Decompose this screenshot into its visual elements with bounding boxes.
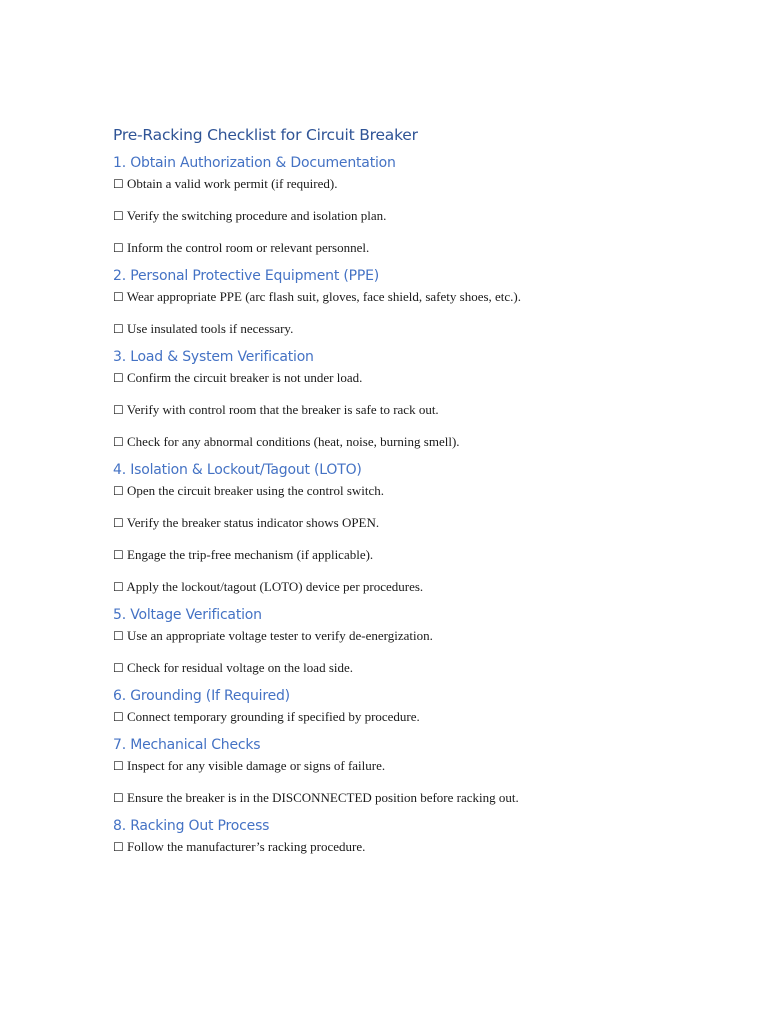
checklist-item — [113, 174, 733, 206]
section-heading: 1. Obtain Authorization & Documentation — [113, 155, 396, 171]
section-heading: 6. Grounding (If Required) — [113, 688, 290, 704]
checklist-section — [113, 152, 733, 258]
checklist-item-text: Verify with control room that the breaker is safe to rack out. — [126, 402, 439, 417]
section-heading: 4. Isolation & Lockout/Tagout (LOTO) — [113, 462, 362, 478]
checklist-item-text: Wear appropriate PPE (arc flash suit, gloves, face shield, safety shoes, etc.). — [126, 289, 522, 304]
checklist-section — [113, 815, 733, 857]
checklist-item — [113, 481, 733, 513]
checklist-item-text: Check for residual voltage on the load side. — [127, 660, 354, 675]
checklist-items — [113, 174, 733, 258]
checklist-item-text: Confirm the circuit breaker is not under load. — [127, 370, 363, 385]
checkbox-icon[interactable]: ☐ — [113, 661, 124, 675]
checkbox-icon[interactable]: ☐ — [113, 290, 124, 304]
section-heading: 5. Voltage Verification — [113, 607, 262, 623]
checkbox-icon[interactable]: ☐ — [113, 322, 124, 336]
checklist-section — [113, 604, 733, 678]
checkbox-icon[interactable]: ☐ — [113, 403, 124, 417]
checklist-section — [113, 265, 733, 339]
checklist-items — [113, 481, 733, 597]
checklist-items — [113, 756, 733, 808]
checklist-items — [113, 626, 733, 678]
checklist-item-text: Use an appropriate voltage tester to verify de-energization. — [127, 628, 433, 643]
checkbox-icon[interactable]: ☐ — [113, 241, 124, 255]
checklist-items — [113, 707, 733, 727]
checklist-item — [113, 756, 733, 788]
checkbox-icon[interactable]: ☐ — [113, 629, 124, 643]
checklist-item — [113, 707, 733, 727]
checklist-item-text: Inform the control room or relevant personnel. — [127, 240, 370, 255]
checkbox-icon[interactable]: ☐ — [113, 759, 124, 773]
checklist-item — [113, 658, 733, 678]
checklist-item-text: Verify the switching procedure and isolation plan. — [126, 208, 387, 223]
checklist-item — [113, 368, 733, 400]
document-title: Pre-Racking Checklist for Circuit Breaker — [113, 126, 418, 144]
checklist-item — [113, 432, 733, 452]
checkbox-icon[interactable]: ☐ — [113, 209, 124, 223]
checklist-items — [113, 837, 733, 857]
checklist-section — [113, 459, 733, 597]
checklist-item — [113, 837, 733, 857]
document-page — [113, 122, 733, 857]
checklist-items — [113, 368, 733, 452]
checklist-item-text: Verify the breaker status indicator shows OPEN. — [126, 515, 380, 530]
checklist-section — [113, 734, 733, 808]
checkbox-icon[interactable]: ☐ — [113, 791, 124, 805]
checklist-item-text: Engage the trip-free mechanism (if applicable). — [127, 547, 374, 562]
checklist-item-text: Ensure the breaker is in the DISCONNECTED position before racking out. — [127, 790, 519, 805]
checklist-item — [113, 287, 733, 319]
checklist-item — [113, 626, 733, 658]
checkbox-icon[interactable]: ☐ — [113, 580, 124, 594]
checklist-item — [113, 545, 733, 577]
checklist-item — [113, 513, 733, 545]
checklist-item — [113, 400, 733, 432]
checklist-item-text: Open the circuit breaker using the control switch. — [127, 483, 385, 498]
checkbox-icon[interactable]: ☐ — [113, 516, 124, 530]
checklist-item-text: Follow the manufacturer’s racking procedure. — [127, 839, 366, 854]
checkbox-icon[interactable]: ☐ — [113, 710, 124, 724]
section-heading: 7. Mechanical Checks — [113, 737, 261, 753]
section-heading: 3. Load & System Verification — [113, 349, 314, 365]
checklist-section — [113, 685, 733, 727]
checklist-item — [113, 206, 733, 238]
checklist-item-text: Use insulated tools if necessary. — [127, 321, 294, 336]
checkbox-icon[interactable]: ☐ — [113, 840, 124, 854]
checkbox-icon[interactable]: ☐ — [113, 484, 124, 498]
checklist-sections — [113, 152, 733, 857]
checkbox-icon[interactable]: ☐ — [113, 177, 124, 191]
checklist-item-text: Connect temporary grounding if specified by procedure. — [127, 709, 420, 724]
checklist-item-text: Inspect for any visible damage or signs of failure. — [127, 758, 386, 773]
checkbox-icon[interactable]: ☐ — [113, 371, 124, 385]
checklist-item — [113, 577, 733, 597]
checklist-item-text: Obtain a valid work permit (if required). — [127, 176, 338, 191]
checklist-item-text: Check for any abnormal conditions (heat, noise, burning smell). — [127, 434, 460, 449]
checklist-section — [113, 346, 733, 452]
section-heading: 8. Racking Out Process — [113, 818, 270, 834]
checkbox-icon[interactable]: ☐ — [113, 548, 124, 562]
checklist-items — [113, 287, 733, 339]
checklist-item — [113, 238, 733, 258]
section-heading: 2. Personal Protective Equipment (PPE) — [113, 268, 380, 284]
checkbox-icon[interactable]: ☐ — [113, 435, 124, 449]
checklist-item-text: Apply the lockout/tagout (LOTO) device per procedures. — [126, 579, 424, 594]
checklist-item — [113, 319, 733, 339]
checklist-item — [113, 788, 733, 808]
